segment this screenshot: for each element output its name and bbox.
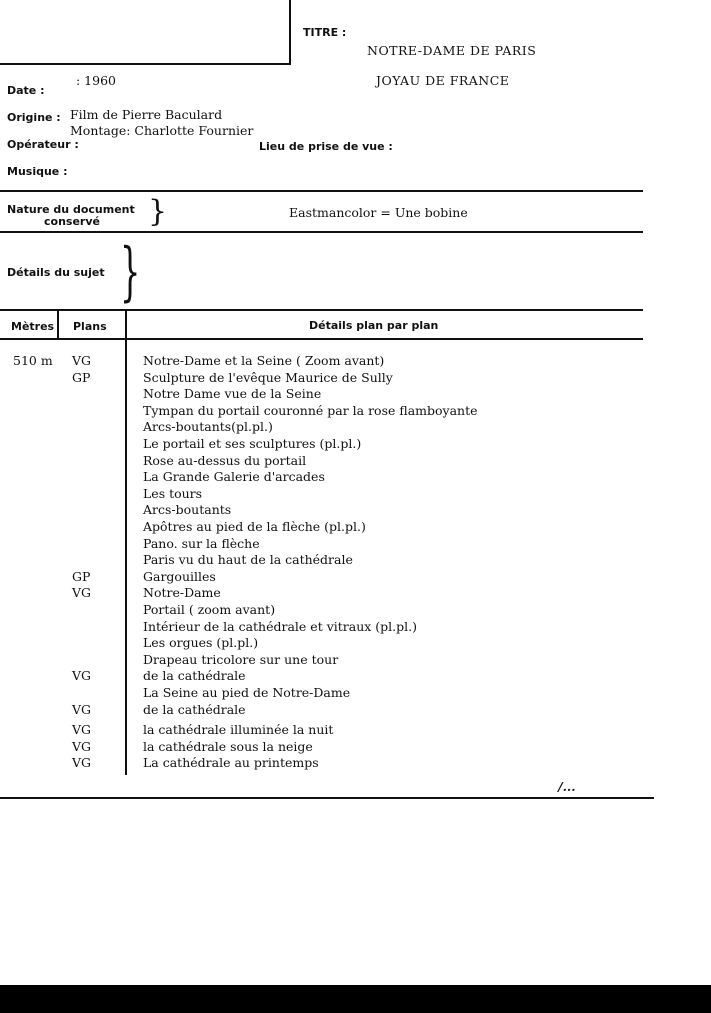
date-label: Date : [7,84,45,97]
row-detail: Les orgues (pl.pl.) [143,635,259,651]
col-header-details: Détails plan par plan [309,319,439,332]
row-detail: La cathédrale au printemps [143,755,319,771]
row-plan: VG [72,353,92,368]
row-detail: Tympan du portail couronné par la rose flamboyante [143,402,478,418]
row-detail: Les tours [143,485,203,501]
row-plan: VG [72,738,92,754]
col-header-plans: Plans [73,320,107,333]
col-header-metres: Mètres [11,320,55,333]
row-plan: VG [72,722,92,738]
origine-value-1: Film de Pierre Baculard [70,107,223,122]
col-divider-2 [125,311,127,775]
title-line-1: NOTRE-DAME DE PARIS [367,43,537,58]
details-sujet-brace: } [120,235,141,309]
nature-value: Eastmancolor = Une bobine [289,205,468,220]
lieu-label: Lieu de prise de vue : [259,140,393,153]
row-detail: Paris vu du haut de la cathédrale [143,552,353,568]
row-plan: GP [72,568,91,584]
row-plan: VG [72,585,92,601]
titre-label: TITRE : [303,26,347,39]
musique-label: Musique : [7,165,68,178]
row-detail: Gargouilles [143,568,216,584]
date-value: : 1960 [76,73,116,88]
row-metres: 510 m [13,353,53,368]
row-detail: Notre-Dame et la Seine ( Zoom avant) [143,353,385,368]
nature-label-line-1: Nature du document [7,203,135,216]
row-detail: La Grande Galerie d'arcades [143,469,325,485]
title-line-2: JOYAU DE FRANCE [376,73,510,88]
details-sujet-label: Détails du sujet [7,266,105,279]
row-detail: la cathédrale sous la neige [143,738,313,754]
row-detail: la cathédrale illuminée la nuit [143,722,334,738]
col-divider-1 [57,311,59,339]
table-header-rule [0,338,643,340]
row-detail: Arcs-boutants(pl.pl.) [143,419,273,435]
row-detail: Le portail et ses sculptures (pl.pl.) [143,436,362,451]
row-plan: GP [72,369,91,385]
continuation-mark: /... [558,779,576,794]
row-plan: VG [72,755,92,771]
row-detail: Sculpture de l'evêque Maurice de Sully [143,369,393,385]
row-detail: Drapeau tricolore sur une tour [143,651,339,667]
separator-2 [0,231,643,233]
separator-3 [0,309,643,311]
row-detail: Apôtres au pied de la flèche (pl.pl.) [143,519,366,534]
row-detail: de la cathédrale [143,668,246,684]
origine-value-2: Montage: Charlotte Fournier [70,123,254,138]
row-detail: Notre Dame vue de la Seine [143,386,322,402]
row-detail: de la cathédrale [143,701,246,717]
scan-edge-band [0,985,711,1013]
row-detail: Portail ( zoom avant) [143,602,276,617]
row-detail: La Seine au pied de Notre-Dame [143,685,351,700]
row-detail: Intérieur de la cathédrale et vitraux (pl.pl.) [143,618,417,634]
separator-1 [0,190,643,192]
row-plan: VG [72,701,92,717]
row-detail: Arcs-boutants [143,502,232,518]
row-plan: VG [72,668,92,684]
nature-label-line-2: conservé [44,215,100,228]
row-detail: Rose au-dessus du portail [143,452,307,468]
nature-brace: } [148,194,168,229]
header-box-divider [289,0,291,64]
origine-label: Origine : [7,111,61,124]
bottom-rule [0,797,654,799]
row-detail: Pano. sur la flèche [143,535,260,551]
operateur-label: Opérateur : [7,138,79,151]
row-detail: Notre-Dame [143,585,221,601]
header-box-bottom [0,63,291,65]
